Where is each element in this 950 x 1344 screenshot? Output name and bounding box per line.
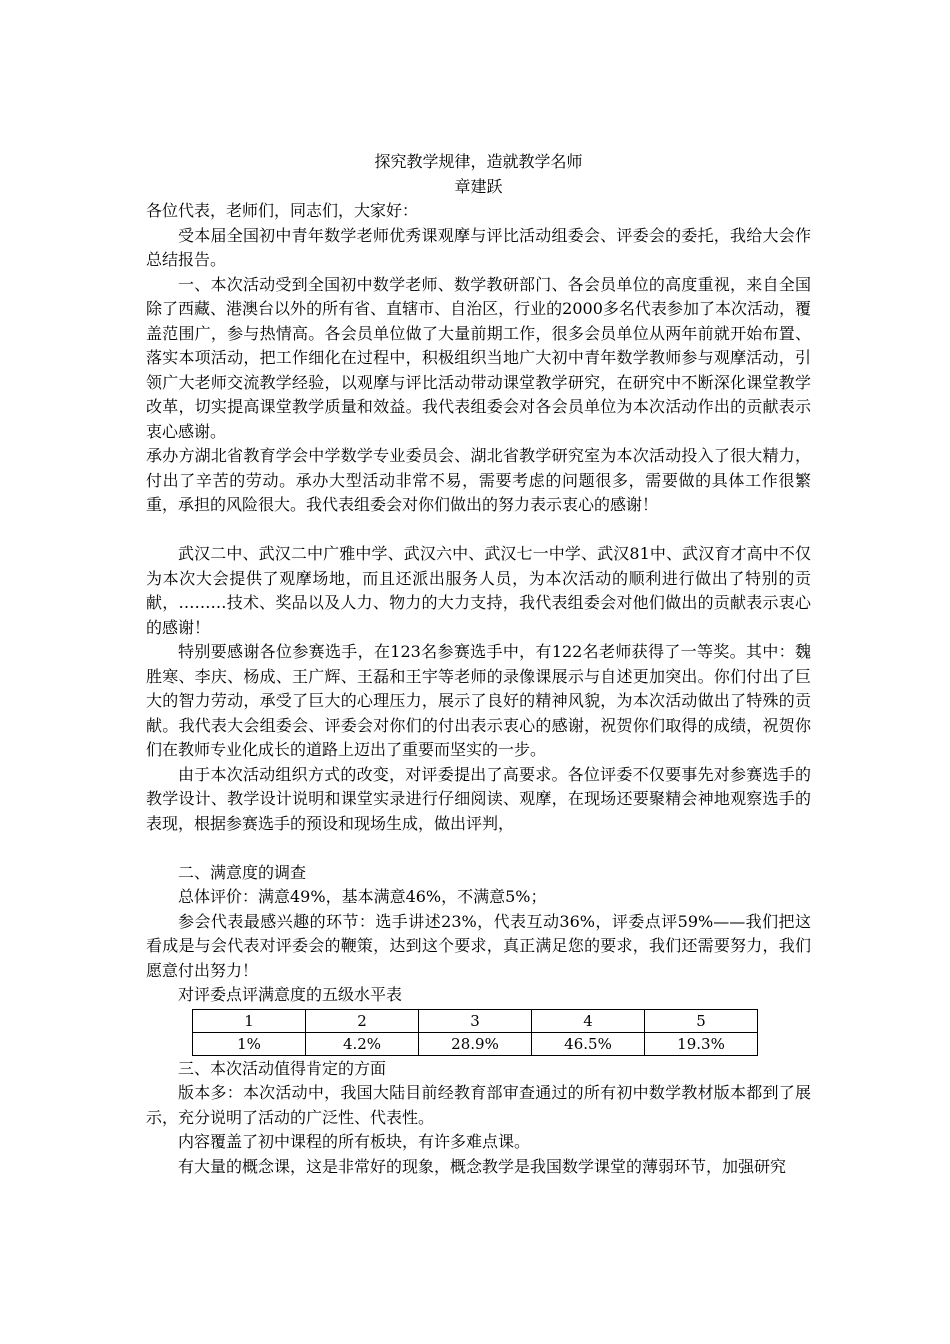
paragraph-intro: 受本届全国初中青年数学老师优秀课观摩与评比活动组委会、评委会的委托，我给大会作总结报告。 — [146, 225, 811, 269]
table-cell: 1% — [193, 1032, 306, 1055]
table-row — [193, 1032, 758, 1055]
document-author: 章建跃 — [454, 176, 503, 196]
paragraph-contestants: 特别要感谢各位参赛选手，在123名参赛选手中，有122名老师获得了一等奖。其中：魏胜寒、李庆、杨成、王广辉、王磊和王宇等老师的录像课展示与自述更加突出。你们付出了巨大的智力劳动，承受了巨大的心理压力，展示了良好的精神风貌，为本次活动做出了特殊的贡献。我代表大会组委会、评委会对你们的付出表示衷心的感谢，祝贺你们取得的成绩，祝贺你们在教师专业化成长的道路上迈出了重要而坚实的一步。 — [146, 642, 811, 759]
paragraph-versions: 版本多：本次活动中，我国大陆目前经教育部审查通过的所有初中数学教材版本都到了展示，充分说明了活动的广泛性、代表性。 — [146, 1083, 811, 1127]
table-cell: 46.5% — [532, 1032, 645, 1055]
paragraph-host: 承办方湖北省教育学会中学数学专业委员会、湖北省教学研究室为本次活动投入了很大精力，付出了辛苦的劳动。承办大型活动非常不易，需要考虑的问题很多，需要做的具体工作很繁重，承担的风险很大。我代表组委会对你们做出的努力表示衷心的感谢！ — [146, 446, 811, 514]
document-title: 探究教学规律，造就教学名师 — [374, 152, 583, 171]
paragraph-schools: 武汉二中、武汉二中广雅中学、武汉六中、武汉七一中学、武汉81中、武汉育才高中不仅为本次大会提供了观摩场地，而且还派出服务人员，为本次活动的顺利进行做出了特别的贡献，………技术、奖品以及人力、物力的大力支持，我代表组委会对他们做出的贡献表示衷心的感谢！ — [146, 544, 811, 637]
satisfaction-level-table — [192, 1009, 758, 1056]
blank-line — [146, 836, 811, 861]
table-header-cell: 4 — [532, 1009, 645, 1032]
table-header-cell: 3 — [419, 1009, 532, 1032]
paragraph-content: 内容覆盖了初中课程的所有板块，有许多难点课。 — [178, 1132, 531, 1151]
table-header-cell: 5 — [645, 1009, 758, 1032]
table-header-cell: 2 — [306, 1009, 419, 1032]
table-header-row — [193, 1009, 758, 1032]
table-cell: 4.2% — [306, 1032, 419, 1055]
salutation: 各位代表，老师们，同志们，大家好： — [146, 201, 419, 220]
heading-section-two: 二、满意度的调查 — [178, 862, 307, 882]
table-cell: 19.3% — [645, 1032, 758, 1055]
blank-line — [146, 518, 811, 543]
table-cell: 28.9% — [419, 1032, 532, 1055]
paragraph-section-one: 一、本次活动受到全国初中数学老师、数学教研部门、各会员单位的高度重视，来自全国除了西藏、港澳台以外的所有省、直辖市、自治区，行业的2000多名代表参加了本次活动，覆盖范围广，参与热情高。各会员单位做了大量前期工作，很多会员单位从两年前就开始布置、落实本项活动，把工作细化在过程中，积极组织当地广大初中青年数学教师参与观摩活动，引领广大老师交流教学经验，以观摩与评比活动带动课堂教学研究，在研究中不断深化课堂教学改革，切实提高课堂教学质量和效益。我代表组委会对各会员单位为本次活动作出的贡献表示衷心感谢。 — [146, 274, 811, 441]
paragraph-overall-rating: 总体评价：满意49%，基本满意46%，不满意5%； — [178, 887, 547, 906]
paragraph-interest: 参会代表最感兴趣的环节：选手讲述23%，代表互动36%，评委点评59%——我们把这看成是与会代表对评委会的鞭策，达到这个要求，真正满足您的要求，我们还需要努力，我们愿意付出努力！ — [146, 911, 811, 980]
table-header-cell: 1 — [193, 1009, 306, 1032]
paragraph-concept: 有大量的概念课，这是非常好的现象，概念教学是我国数学课堂的薄弱环节，加强研究 — [178, 1156, 787, 1176]
document-page — [146, 150, 811, 1179]
paragraph-judges: 由于本次活动组织方式的改变，对评委提出了高要求。各位评委不仅要事先对参赛选手的教学设计、教学设计说明和课堂实录进行仔细阅读、观摩，在现场还要聚精会神地观察选手的表现，根据参赛选手的预设和现场生成，做出评判， — [146, 764, 811, 833]
heading-section-three: 三、本次活动值得肯定的方面 — [178, 1058, 387, 1078]
table-caption: 对评委点评满意度的五级水平表 — [178, 985, 403, 1004]
